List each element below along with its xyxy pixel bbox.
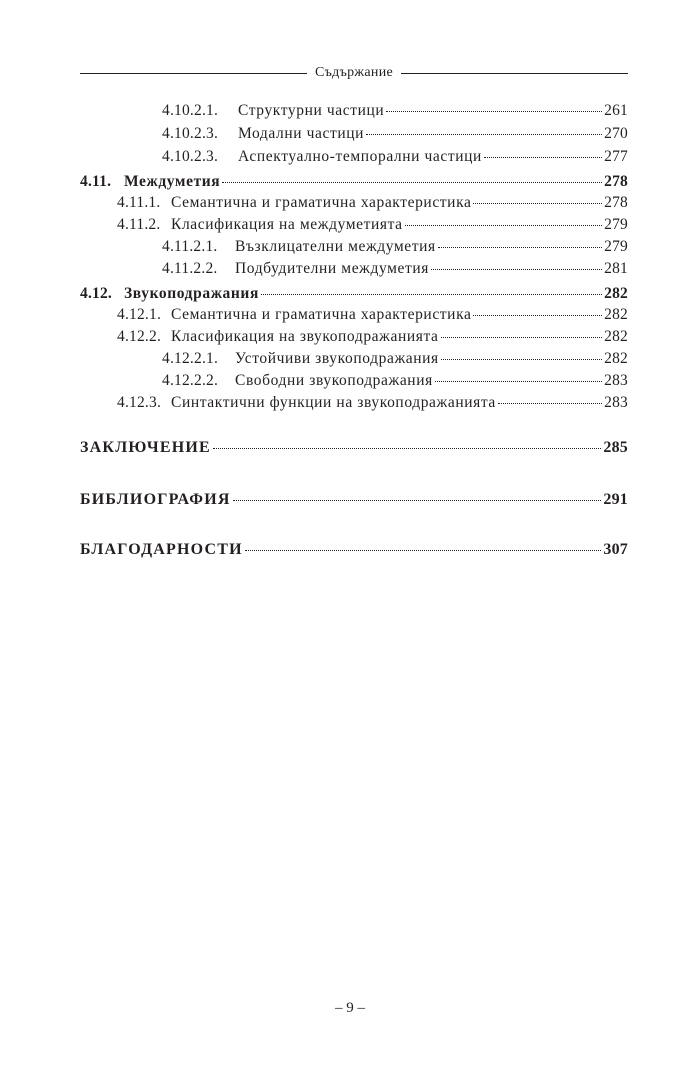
header-title: Съдържание <box>314 65 394 80</box>
toc-entry <box>162 259 628 279</box>
toc-major-entry <box>80 540 628 560</box>
dot-leader <box>438 247 602 248</box>
toc-entry-page: 283 <box>604 372 628 389</box>
toc-entry-page: 277 <box>604 148 628 165</box>
header-rule-left <box>80 73 307 74</box>
toc-entry-page: 281 <box>604 260 628 277</box>
toc-entry-page: 279 <box>604 238 628 255</box>
toc-entry-title: Семантична и граматична характеристика <box>171 194 472 211</box>
toc-entry-title: БЛАГОДАРНОСТИ <box>80 541 243 558</box>
toc-entry-title: Класификация на звукоподражанията <box>171 328 439 345</box>
dot-leader <box>245 550 602 551</box>
toc-entry-number: 4.10.2.3. <box>162 148 219 165</box>
toc-entry-title: Междуметия <box>124 173 221 190</box>
toc-entry-page: 283 <box>604 394 628 411</box>
header-rule-right <box>401 73 628 74</box>
dot-leader <box>473 315 602 316</box>
toc-major-entry <box>80 490 628 510</box>
dot-leader <box>386 111 602 112</box>
toc-entry <box>162 371 628 391</box>
toc-entry-title: Класификация на междуметията <box>171 216 403 233</box>
dot-leader <box>261 294 602 295</box>
toc-entry-title: Възклицателни междуметия <box>235 238 436 255</box>
dot-leader <box>431 269 602 270</box>
toc-entry-title: БИБЛИОГРАФИЯ <box>80 491 231 508</box>
toc-entry-number: 4.12.2.1. <box>162 350 219 367</box>
toc-entry-number: 4.11. <box>80 173 112 190</box>
toc-entry-page: 282 <box>604 306 628 323</box>
toc-entry-number: 4.10.2.1. <box>162 102 219 119</box>
toc-entry-title: ЗАКЛЮЧЕНИЕ <box>80 439 211 456</box>
toc-entry <box>117 215 628 235</box>
toc-section-entry <box>80 172 628 192</box>
toc-entry-number: 4.11.1. <box>117 194 161 211</box>
dot-leader <box>233 500 602 501</box>
toc-entry-title: Свободни звукоподражания <box>235 372 433 389</box>
toc-entry-number: 4.12.3. <box>117 394 162 411</box>
toc-entry-page: 261 <box>604 102 628 119</box>
dot-leader <box>435 381 602 382</box>
toc-entry <box>162 349 628 369</box>
toc-entry-number: 4.11.2.1. <box>162 238 218 255</box>
toc-entry-number: 4.12. <box>80 285 112 302</box>
toc-entry <box>162 124 628 144</box>
dot-leader <box>366 134 602 135</box>
toc-entry-number: 4.11.2. <box>117 216 161 233</box>
toc-entry-title: Звукоподражания <box>124 285 259 302</box>
toc-entry-page: 282 <box>604 285 628 302</box>
toc-entry-page: 278 <box>604 173 628 190</box>
toc-entry-page: 279 <box>604 216 628 233</box>
page-number: – 9 – <box>335 1000 365 1016</box>
toc-entry-number: 4.10.2.3. <box>162 125 219 142</box>
running-header <box>80 62 628 84</box>
toc-major-entry <box>80 438 628 458</box>
dot-leader <box>222 182 602 183</box>
toc-entry-page: 282 <box>604 328 628 345</box>
toc-entry-page: 270 <box>604 125 628 142</box>
toc-entry-page: 282 <box>604 350 628 367</box>
toc-entry-title: Аспектуално-темпорални частици <box>238 148 482 165</box>
dot-leader <box>405 225 602 226</box>
toc-entry <box>117 393 628 413</box>
toc-entry <box>162 101 628 121</box>
toc-entry-number: 4.12.2.2. <box>162 372 219 389</box>
toc-entry-page: 278 <box>604 194 628 211</box>
toc-entry-number: 4.12.2. <box>117 328 162 345</box>
dot-leader <box>484 157 602 158</box>
dot-leader <box>213 448 601 449</box>
toc-entry <box>162 147 628 167</box>
toc-entry <box>117 305 628 325</box>
toc-entry <box>117 327 628 347</box>
dot-leader <box>441 337 603 338</box>
toc-entry-page: 291 <box>603 491 628 508</box>
toc-entry-title: Подбудителни междуметия <box>235 260 430 277</box>
dot-leader <box>441 359 602 360</box>
toc-entry-page: 285 <box>603 439 628 456</box>
toc-entry <box>162 237 628 257</box>
dot-leader <box>498 403 602 404</box>
toc-entry-title: Структурни частици <box>238 102 385 119</box>
toc-entry-number: 4.11.2.2. <box>162 260 218 277</box>
toc-entry <box>117 193 628 213</box>
toc-entry-number: 4.12.1. <box>117 306 162 323</box>
toc-entry-page: 307 <box>603 541 628 558</box>
toc-section-entry <box>80 284 628 304</box>
dot-leader <box>473 203 602 204</box>
toc-entry-title: Устойчиви звукоподражания <box>235 350 439 367</box>
toc-entry-title: Синтактични функции на звукоподражанията <box>171 394 496 411</box>
toc-entry-title: Семантична и граматична характеристика <box>171 306 472 323</box>
toc-entry-title: Модални частици <box>238 125 365 142</box>
